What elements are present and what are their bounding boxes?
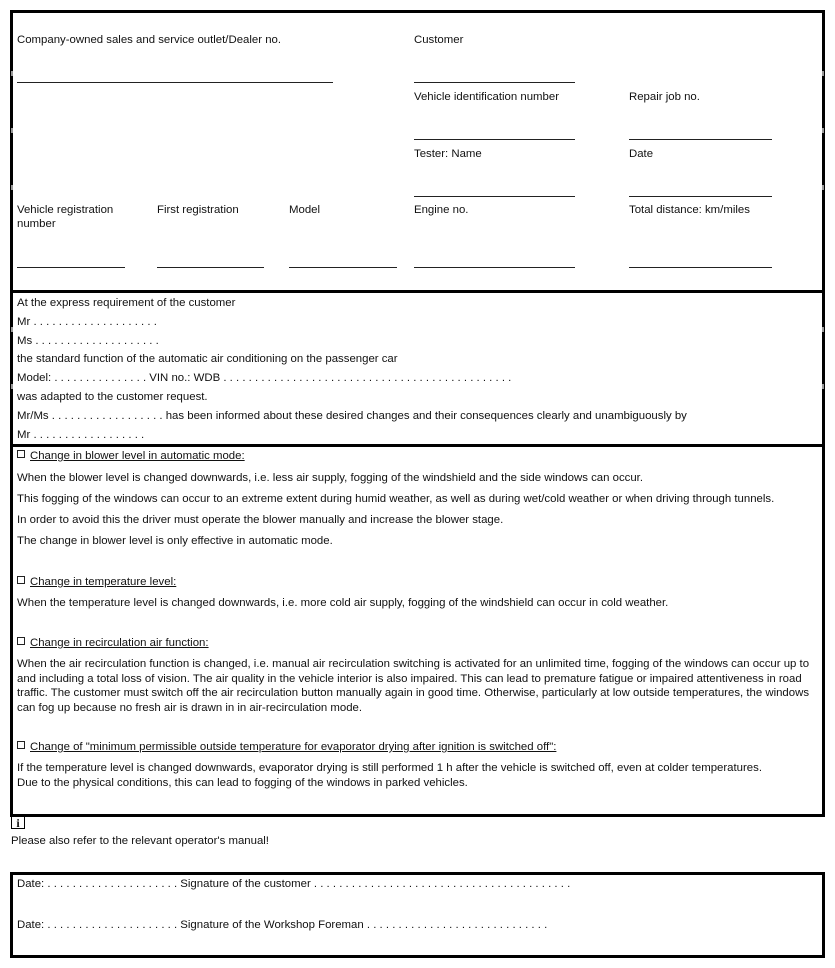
first-reg-field[interactable] <box>157 267 264 268</box>
temperature-change-title: Change in temperature level: <box>30 576 177 588</box>
blower-paragraph: This fogging of the windows can occur to an extreme extent during humid weather, as well as during wet/cold weather or when driving through tunnels. <box>17 493 775 505</box>
recirculation-change-title: Change in recirculation air function: <box>30 637 209 649</box>
tester-field[interactable] <box>414 196 575 197</box>
repair-job-field[interactable] <box>629 139 772 140</box>
margin-tick <box>11 327 13 332</box>
declaration-mr-field[interactable]: Mr . . . . . . . . . . . . . . . . . . . . <box>17 316 157 328</box>
vin-label: Vehicle identification number <box>414 91 560 103</box>
margin-tick <box>822 71 824 76</box>
evaporator-paragraph: Due to the physical conditions, this can lead to fogging of the windows in parked vehicles. <box>17 777 468 789</box>
declaration-section <box>10 290 825 447</box>
customer-signature-line[interactable]: Date: . . . . . . . . . . . . . . . . . . . . . Signature of the customer . . . . . . . . . . . . . . . . . . . . . . . . . . . . . . . . . . . . . . . . . <box>17 878 571 890</box>
declaration-by-field[interactable]: Mr . . . . . . . . . . . . . . . . . . <box>17 429 145 441</box>
margin-tick <box>11 71 13 76</box>
declaration-line: At the express requirement of the customer <box>17 297 236 309</box>
engine-field[interactable] <box>414 267 575 268</box>
date-field[interactable] <box>629 196 772 197</box>
vehicle-reg-label: Vehicle registration number <box>17 204 114 230</box>
declaration-model-vin-field[interactable]: Model: . . . . . . . . . . . . . . . VIN no.: WDB . . . . . . . . . . . . . . . . . . . . . . . . . . . . . . . . . . . . . . . . . . . . . . <box>17 372 512 384</box>
margin-tick <box>822 384 824 389</box>
dealer-label: Company-owned sales and service outlet/Dealer no. <box>17 34 282 46</box>
info-icon: i <box>11 816 25 829</box>
temperature-change-option[interactable] <box>17 575 176 589</box>
evaporator-change-option[interactable] <box>17 740 556 754</box>
model-label: Model <box>289 204 321 216</box>
evaporator-paragraph: If the temperature level is changed downwards, evaporator drying is still performed 1 h after the vehicle is switched off, even at colder temperatures. <box>17 762 762 774</box>
checkbox-icon[interactable] <box>17 637 25 645</box>
margin-tick <box>11 384 13 389</box>
customer-field[interactable] <box>414 82 575 83</box>
repair-job-label: Repair job no. <box>629 91 700 103</box>
checkbox-icon[interactable] <box>17 450 25 458</box>
margin-tick <box>822 185 824 190</box>
declaration-line: was adapted to the customer request. <box>17 391 208 403</box>
blower-paragraph: When the blower level is changed downwards, i.e. less air supply, fogging of the windshield and the side windows can occur. <box>17 472 643 484</box>
vin-field[interactable] <box>414 139 575 140</box>
temperature-paragraph: When the temperature level is changed downwards, i.e. more cold air supply, fogging of the windshield can occur in cold weather. <box>17 597 669 609</box>
distance-field[interactable] <box>629 267 772 268</box>
checkbox-icon[interactable] <box>17 576 25 584</box>
recirculation-paragraph: When the air recirculation function is changed, i.e. manual air recirculation switching is activated for an unlimited time, fogging of the windows can occur up to and including a total loss of vision. The air quality in the vehicle interior is also impaired. This can lead to premature fatigue or impaired attentiveness in road traffic. The customer must switch off the air recirculation button manually again in good time. Otherwise, particularly at low outside temperatures, the windows can fog up because no fresh air is drawn in in air-recirculation mode. <box>17 658 810 714</box>
margin-tick <box>11 185 13 190</box>
declaration-informed-field[interactable]: Mr/Ms . . . . . . . . . . . . . . . . . . has been informed about these desired changes and their consequences clearly and unambiguously by <box>17 410 687 422</box>
model-field[interactable] <box>289 267 397 268</box>
first-reg-label: First registration <box>157 204 239 216</box>
engine-label: Engine no. <box>414 204 469 216</box>
dealer-field[interactable] <box>17 82 333 83</box>
declaration-line: the standard function of the automatic air conditioning on the passenger car <box>17 353 398 365</box>
foreman-signature-line[interactable]: Date: . . . . . . . . . . . . . . . . . . . . . Signature of the Workshop Foreman . . . . . . . . . . . . . . . . . . . . . . . . . . . . . <box>17 919 548 931</box>
blower-paragraph: In order to avoid this the driver must operate the blower manually and increase the blower stage. <box>17 514 504 526</box>
margin-tick <box>822 128 824 133</box>
customer-label: Customer <box>414 34 464 46</box>
date-label: Date <box>629 148 654 160</box>
operator-manual-note: Please also refer to the relevant operator's manual! <box>11 835 269 847</box>
tester-label: Tester: Name <box>414 148 482 160</box>
evaporator-change-title: Change of "minimum permissible outside temperature for evaporator drying after ignition is switched off": <box>30 741 557 753</box>
blower-paragraph: The change in blower level is only effective in automatic mode. <box>17 535 333 547</box>
margin-tick <box>822 327 824 332</box>
vehicle-reg-field[interactable] <box>17 267 125 268</box>
blower-change-option[interactable] <box>17 449 245 463</box>
declaration-ms-field[interactable]: Ms . . . . . . . . . . . . . . . . . . . . <box>17 335 159 347</box>
checkbox-icon[interactable] <box>17 741 25 749</box>
blower-change-title: Change in blower level in automatic mode: <box>30 450 245 462</box>
recirculation-change-option[interactable] <box>17 636 209 650</box>
distance-label: Total distance: km/miles <box>629 204 750 216</box>
margin-tick <box>11 128 13 133</box>
